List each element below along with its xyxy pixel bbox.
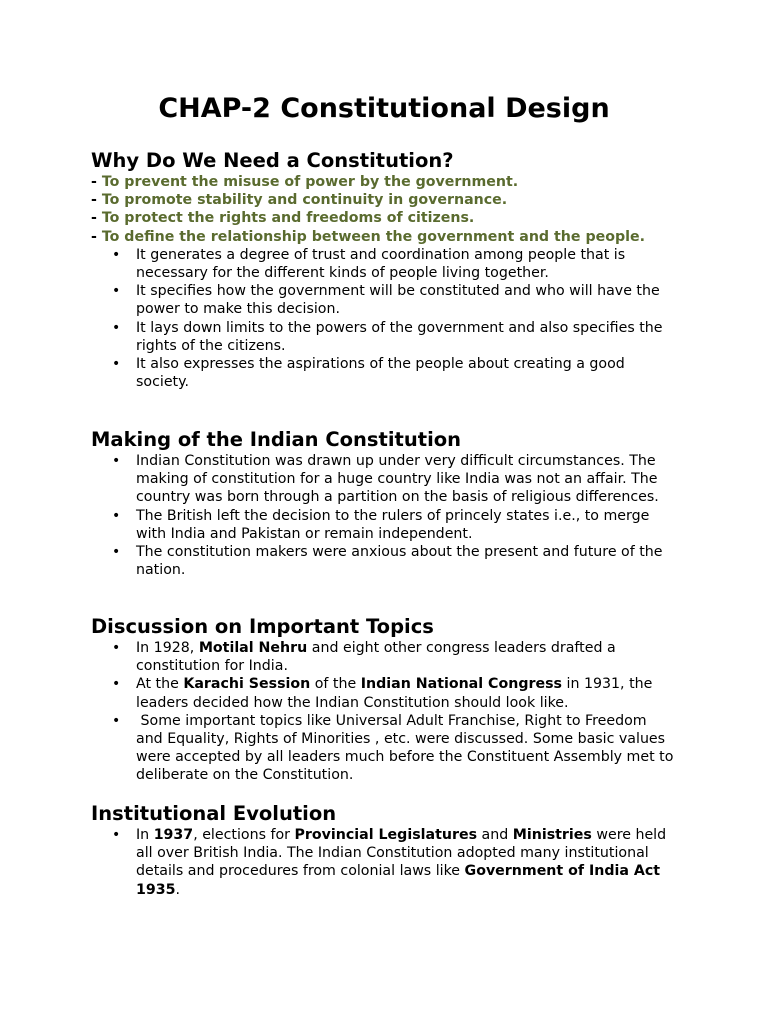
list-item xyxy=(112,639,676,675)
bold-run: Motilal Nehru xyxy=(198,640,308,656)
bullet-list xyxy=(91,452,691,579)
section-why-constitution xyxy=(91,149,691,391)
purpose-item xyxy=(91,228,691,246)
section-heading: Institutional Evolution xyxy=(91,802,337,825)
list-item xyxy=(112,712,678,785)
list-item-text: It specifies how the government will be constituted and who will have the power to make this decision. xyxy=(136,283,660,318)
text-run: in 1931, the leaders decided how the Indian Constitution should look like. xyxy=(136,676,653,711)
bold-run: Provincial Legislatures xyxy=(294,827,478,843)
list-item xyxy=(112,452,676,507)
list-item xyxy=(112,826,676,899)
bullet-list xyxy=(91,246,691,392)
list-item-text: It also expresses the aspirations of the people about creating a good society. xyxy=(136,356,625,391)
list-item xyxy=(112,319,676,355)
list-item xyxy=(112,355,676,391)
list-item-text: The constitution makers were anxious about the present and future of the nation. xyxy=(136,544,663,579)
bullet-icon: • xyxy=(112,827,121,843)
bold-run: Ministries xyxy=(512,827,592,843)
purpose-item xyxy=(91,173,691,191)
text-run: . xyxy=(175,881,181,898)
section-making-constitution xyxy=(91,428,691,579)
text-run: were held all over British India. The Indian Constitution adopted many institutional details and procedures from colonial laws like xyxy=(136,827,667,880)
section-institutional-evolution xyxy=(91,802,691,899)
bold-run: 1937 xyxy=(153,827,194,843)
purpose-item xyxy=(91,191,691,209)
bullet-icon: • xyxy=(112,453,121,469)
text-run: of the xyxy=(310,676,361,693)
dash-marker: - xyxy=(91,192,102,209)
purpose-text: To protect the rights and freedoms of citizens. xyxy=(101,210,475,227)
list-item-text: Indian Constitution was drawn up under very difficult circumstances. The making of constitution for a huge country like India was not an affair. The country was born through a partition on the basis of religious differences. xyxy=(136,453,659,506)
list-item xyxy=(112,282,676,318)
purpose-text: To define the relationship between the government and the people. xyxy=(101,228,646,245)
list-item xyxy=(112,507,676,543)
list-item-text: It lays down limits to the powers of the government and also specifies the rights of the citizens. xyxy=(136,319,663,354)
bullet-icon: • xyxy=(112,246,121,263)
page-title: CHAP-2 Constitutional Design xyxy=(158,93,610,124)
dash-marker: - xyxy=(91,210,102,227)
text-run: and xyxy=(477,827,513,843)
text-run: In 1928, xyxy=(136,640,199,656)
bold-run: Government of India Act 1935 xyxy=(136,863,661,898)
bullet-icon: • xyxy=(112,319,121,336)
section-heading: Making of the Indian Constitution xyxy=(91,428,462,451)
bullet-icon: • xyxy=(112,712,121,729)
bullet-icon: • xyxy=(112,544,121,561)
list-item xyxy=(112,675,676,711)
list-item-text: It generates a degree of trust and coordination among people that is necessary for the different kinds of people living together. xyxy=(136,246,626,282)
section-heading: Why Do We Need a Constitution? xyxy=(91,149,454,172)
bullet-icon: • xyxy=(112,283,121,300)
dash-marker: - xyxy=(91,174,102,190)
purpose-text: To prevent the misuse of power by the government. xyxy=(101,174,519,190)
bullet-icon: • xyxy=(112,676,121,693)
section-important-topics xyxy=(91,615,691,785)
text-run: In xyxy=(136,827,154,843)
dash-marker: - xyxy=(91,228,102,245)
list-item-text: The British left the decision to the rulers of princely states i.e., to merge with India and Pakistan or remain independent. xyxy=(136,507,650,542)
list-item xyxy=(112,543,676,579)
text-run: , elections for xyxy=(193,827,295,843)
bullet-icon: • xyxy=(112,356,121,373)
bullet-icon: • xyxy=(112,640,121,656)
list-item xyxy=(112,246,676,282)
section-heading: Discussion on Important Topics xyxy=(91,615,434,638)
bullet-icon: • xyxy=(112,507,121,524)
bold-run: Indian National Congress xyxy=(360,676,562,693)
bullet-list xyxy=(91,826,691,899)
list-item-text: Some important topics like Universal Adult Franchise, Right to Freedom and Equality, Rights of Minorities , etc. were discussed. Some basic values were accepted by all leaders much before the Constituent Assembly met to deliberate on the Constitution. xyxy=(136,712,678,784)
purpose-item xyxy=(91,209,691,227)
purpose-text: To promote stability and continuity in governance. xyxy=(101,192,508,209)
text-run: and eight other congress leaders drafted a constitution for India. xyxy=(136,640,616,675)
purpose-list xyxy=(91,173,691,246)
bullet-list xyxy=(91,639,691,785)
text-run: At the xyxy=(136,676,184,693)
bold-run: Karachi Session xyxy=(183,676,311,693)
